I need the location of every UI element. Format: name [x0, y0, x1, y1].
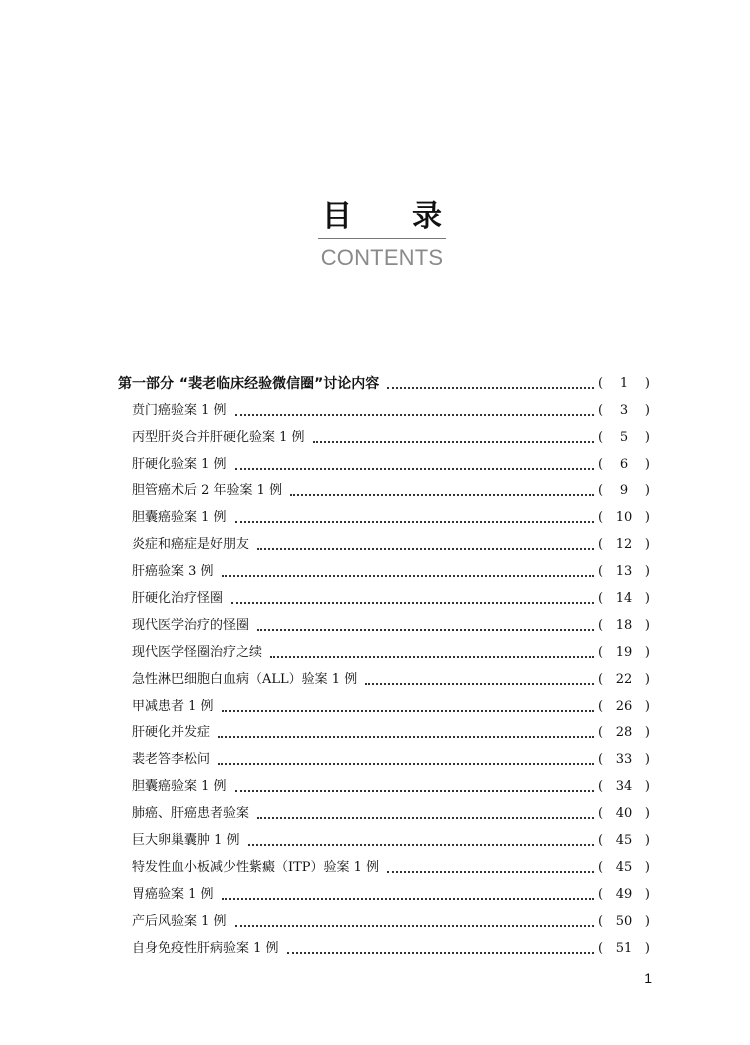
- toc-entry[interactable]: [118, 823, 650, 850]
- toc-entry[interactable]: [118, 474, 650, 501]
- toc-entry[interactable]: [118, 608, 650, 635]
- toc-entry-page: ( 51 ): [598, 940, 650, 956]
- dot-leader: [222, 575, 594, 577]
- page-title: [318, 200, 446, 234]
- page-ref: 14: [615, 591, 633, 607]
- toc-entry-title: 急性淋巴细胞白血病（ALL）验案 1 例: [132, 671, 358, 687]
- toc-entry-title: 丙型肝炎合并肝硬化验案 1 例: [132, 429, 305, 445]
- toc-entry-page: ( 49 ): [598, 886, 650, 902]
- toc-entry-title: 裴老答李松问: [132, 752, 211, 768]
- dot-leader: [218, 736, 594, 738]
- toc-entry-page: ( 50 ): [598, 913, 650, 929]
- toc-entry-title: 肝硬化治疗怪圈: [132, 591, 224, 607]
- toc-entry-title: 肺癌、肝癌患者验案: [132, 806, 250, 822]
- page-ref: 1: [619, 375, 629, 391]
- dot-leader: [313, 441, 594, 443]
- toc-entry[interactable]: [118, 689, 650, 716]
- page-ref: 33: [615, 752, 633, 768]
- dot-leader: [257, 817, 594, 819]
- toc-entry[interactable]: [118, 447, 650, 474]
- dot-leader: [387, 387, 594, 389]
- toc-entry-page: ( 22 ): [598, 671, 650, 687]
- dot-leader: [257, 548, 594, 550]
- page-ref: 9: [619, 483, 629, 499]
- toc-entry[interactable]: [118, 581, 650, 608]
- page-ref: 26: [615, 698, 633, 714]
- dot-leader: [387, 871, 594, 873]
- toc-entry[interactable]: [118, 716, 650, 743]
- toc-entry-title: 现代医学治疗的怪圈: [132, 617, 250, 633]
- toc-entry-title: 胃癌验案 1 例: [132, 886, 214, 902]
- toc-entry-title: 炎症和癌症是好朋友: [132, 537, 250, 553]
- toc-entry-page: ( 26 ): [598, 698, 650, 714]
- page-ref: 13: [615, 564, 633, 580]
- toc-entry-page: ( 13 ): [598, 564, 650, 580]
- title-divider: [318, 238, 446, 239]
- toc-entry[interactable]: [118, 393, 650, 420]
- toc-entry-title: 甲减患者 1 例: [132, 698, 214, 714]
- toc-entry[interactable]: [118, 635, 650, 662]
- page-ref: 19: [615, 644, 633, 660]
- dot-leader: [231, 602, 594, 604]
- toc-entry-title: 肝癌验案 3 例: [132, 564, 214, 580]
- toc-part-heading[interactable]: [118, 366, 650, 393]
- page-ref: 22: [615, 671, 633, 687]
- toc-entry-title: 现代医学怪圈治疗之续: [132, 644, 263, 660]
- toc-entry-page: ( 45 ): [598, 833, 650, 849]
- dot-leader: [270, 656, 594, 658]
- toc-entry-title: 特发性血小板减少性紫癜（ITP）验案 1 例: [132, 859, 380, 875]
- toc-entry[interactable]: [118, 554, 650, 581]
- toc-entry-title: 巨大卵巢囊肿 1 例: [132, 833, 240, 849]
- table-of-contents: [118, 366, 650, 958]
- toc-entry-title: 胆囊癌验案 1 例: [132, 510, 227, 526]
- toc-entry-page: ( 19 ): [598, 644, 650, 660]
- toc-entry-page: ( 33 ): [598, 752, 650, 768]
- page-ref: 49: [615, 886, 633, 902]
- page-ref: 50: [615, 913, 633, 929]
- toc-entry-page: ( 18 ): [598, 617, 650, 633]
- toc-entry-page: ( 5 ): [598, 429, 650, 445]
- dot-leader: [218, 763, 594, 765]
- toc-entry-title: 胆管癌术后 2 年验案 1 例: [132, 483, 283, 499]
- toc-entry[interactable]: [118, 796, 650, 823]
- page-ref: 6: [619, 456, 629, 472]
- toc-entry-title: 产后风验案 1 例: [132, 913, 227, 929]
- toc-entry-page: ( 14 ): [598, 591, 650, 607]
- page-ref: 5: [619, 429, 629, 445]
- toc-entry-list: [118, 393, 650, 958]
- page-subtitle: CONTENTS: [320, 245, 444, 270]
- page-title-char-2: 录: [412, 199, 442, 234]
- page-ref: 10: [615, 510, 633, 526]
- toc-entry-title: 自身免疫性肝病验案 1 例: [132, 940, 279, 956]
- page-ref: 3: [619, 402, 629, 418]
- page-number: 1: [644, 970, 652, 986]
- toc-entry[interactable]: [118, 904, 650, 931]
- toc-entry-title: 胆囊癌验案 1 例: [132, 779, 227, 795]
- toc-entry-page: ( 10 ): [598, 510, 650, 526]
- toc-entry[interactable]: [118, 662, 650, 689]
- dot-leader: [287, 952, 594, 954]
- toc-entry[interactable]: [118, 931, 650, 958]
- toc-part-page: ( 1 ): [598, 375, 650, 391]
- toc-entry-page: ( 12 ): [598, 537, 650, 553]
- toc-part-title: 第一部分 “裴老临床经验微信圈”讨论内容: [118, 375, 380, 392]
- page-ref: 28: [615, 725, 633, 741]
- dot-leader: [235, 468, 594, 470]
- dot-leader: [222, 710, 594, 712]
- toc-entry[interactable]: [118, 527, 650, 554]
- page-ref: 45: [615, 833, 633, 849]
- dot-leader: [235, 414, 594, 416]
- dot-leader: [235, 925, 594, 927]
- toc-heading: [318, 200, 446, 271]
- toc-entry-title: 贲门癌验案 1 例: [132, 402, 227, 418]
- toc-entry-title: 肝硬化验案 1 例: [132, 456, 227, 472]
- toc-entry-page: ( 9 ): [598, 483, 650, 499]
- toc-entry-page: ( 40 ): [598, 806, 650, 822]
- toc-entry-page: ( 3 ): [598, 402, 650, 418]
- page-ref: 45: [615, 859, 633, 875]
- dot-leader: [290, 494, 594, 496]
- toc-entry-page: ( 6 ): [598, 456, 650, 472]
- toc-entry[interactable]: [118, 742, 650, 769]
- toc-entry[interactable]: [118, 769, 650, 796]
- page-ref: 51: [615, 940, 633, 956]
- dot-leader: [248, 844, 594, 846]
- toc-entry-page: ( 34 ): [598, 779, 650, 795]
- toc-entry[interactable]: [118, 420, 650, 447]
- dot-leader: [235, 790, 594, 792]
- dot-leader: [222, 898, 594, 900]
- page-ref: 34: [615, 779, 633, 795]
- page-title-char-1: 目: [322, 199, 352, 234]
- page-ref: 12: [615, 537, 633, 553]
- dot-leader: [365, 683, 594, 685]
- dot-leader: [235, 521, 594, 523]
- page-ref: 40: [615, 806, 633, 822]
- toc-entry[interactable]: [118, 500, 650, 527]
- page-ref: 18: [615, 617, 633, 633]
- dot-leader: [257, 629, 594, 631]
- toc-entry[interactable]: [118, 850, 650, 877]
- toc-entry-title: 肝硬化并发症: [132, 725, 211, 741]
- toc-entry-page: ( 28 ): [598, 725, 650, 741]
- toc-entry[interactable]: [118, 877, 650, 904]
- toc-entry-page: ( 45 ): [598, 859, 650, 875]
